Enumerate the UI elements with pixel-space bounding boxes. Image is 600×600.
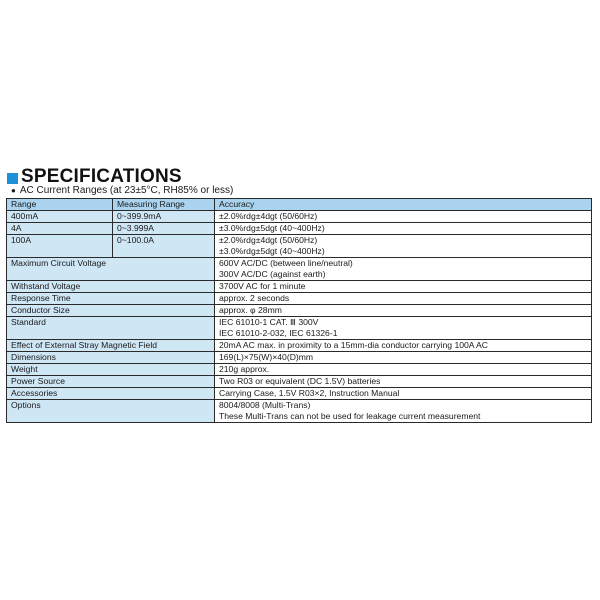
- accuracy-cell: [215, 235, 592, 258]
- spec-row: [7, 281, 592, 293]
- spec-value-line: approx. φ 28mm: [219, 305, 282, 315]
- spec-value: [215, 376, 592, 388]
- subtitle-line: [11, 185, 233, 196]
- spec-row: [7, 317, 592, 340]
- spec-row: [7, 376, 592, 388]
- spec-value-line: Two R03 or equivalent (DC 1.5V) batteries: [219, 376, 381, 386]
- spec-table: [6, 198, 592, 423]
- spec-label: Conductor Size: [7, 305, 215, 317]
- range-row: [7, 235, 592, 258]
- spec-label: Weight: [7, 364, 215, 376]
- spec-value: [215, 388, 592, 400]
- spec-value: [215, 305, 592, 317]
- spec-value-line: 8004/8008 (Multi-Trans): [219, 400, 311, 410]
- spec-value-line: 20mA AC max. in proximity to a 15mm-dia conductor carrying 100A AC: [219, 340, 488, 350]
- spec-value-line: 3700V AC for 1 minute: [219, 281, 306, 291]
- spec-value-line: IEC 61010-1 CAT. Ⅲ 300V: [219, 317, 319, 327]
- spec-value: [215, 317, 592, 340]
- column-header-measuring-range: Measuring Range: [113, 199, 215, 211]
- spec-value-line: 210g approx.: [219, 364, 270, 374]
- accuracy-cell: [215, 223, 592, 235]
- table-header-row: [7, 199, 592, 211]
- spec-value: [215, 281, 592, 293]
- range-row: [7, 211, 592, 223]
- accuracy-cell-line: ±3.0%rdg±5dgt (40~400Hz): [219, 223, 325, 233]
- spec-row: [7, 305, 592, 317]
- spec-value-line: 600V AC/DC (between line/neutral): [219, 258, 353, 268]
- spec-value: [215, 258, 592, 281]
- spec-row: [7, 352, 592, 364]
- spec-row: [7, 388, 592, 400]
- spec-label: Standard: [7, 317, 215, 340]
- spec-label: Accessories: [7, 388, 215, 400]
- heading-square-icon: [7, 173, 18, 184]
- spec-row: [7, 340, 592, 352]
- range-cell: 4A: [7, 223, 113, 235]
- spec-label: Dimensions: [7, 352, 215, 364]
- measuring-range-cell: 0~3.999A: [113, 223, 215, 235]
- spec-value-line: IEC 61010-2-032, IEC 61326-1: [219, 328, 338, 338]
- spec-value: [215, 400, 592, 423]
- spec-row: [7, 400, 592, 423]
- spec-value-line: Carrying Case, 1.5V R03×2, Instruction Manual: [219, 388, 400, 398]
- page-title: SPECIFICATIONS: [21, 166, 182, 187]
- accuracy-cell-line: ±2.0%rdg±4dgt (50/60Hz): [219, 235, 318, 245]
- spec-value-line: approx. 2 seconds: [219, 293, 290, 303]
- spec-label: Response Time: [7, 293, 215, 305]
- accuracy-cell-line: ±3.0%rdg±5dgt (40~400Hz): [219, 246, 325, 256]
- spec-label: Effect of External Stray Magnetic Field: [7, 340, 215, 352]
- spec-label: Maximum Circuit Voltage: [7, 258, 215, 281]
- range-row: [7, 223, 592, 235]
- spec-value: [215, 364, 592, 376]
- spec-row: [7, 258, 592, 281]
- spec-row: [7, 293, 592, 305]
- accuracy-cell-line: ±2.0%rdg±4dgt (50/60Hz): [219, 211, 318, 221]
- measuring-range-cell: 0~399.9mA: [113, 211, 215, 223]
- measuring-range-cell: 0~100.0A: [113, 235, 215, 258]
- subtitle: AC Current Ranges (at 23±5°C, RH85% or less): [19, 185, 234, 196]
- range-cell: 100A: [7, 235, 113, 258]
- spec-value-line: 169(L)×75(W)×40(D)mm: [219, 352, 314, 362]
- spec-value: [215, 340, 592, 352]
- spec-value-line: 300V AC/DC (against earth): [219, 269, 326, 279]
- range-cell: 400mA: [7, 211, 113, 223]
- spec-row: [7, 364, 592, 376]
- spec-value-line: These Multi-Trans can not be used for leakage current measurement: [219, 411, 481, 421]
- spec-label: Power Source: [7, 376, 215, 388]
- spec-value: [215, 352, 592, 364]
- column-header-accuracy: Accuracy: [215, 199, 592, 211]
- accuracy-cell: [215, 211, 592, 223]
- spec-label: Withstand Voltage: [7, 281, 215, 293]
- column-header-range: Range: [7, 199, 113, 211]
- spec-value: [215, 293, 592, 305]
- bullet-icon: ●: [11, 186, 16, 195]
- spec-label: Options: [7, 400, 215, 423]
